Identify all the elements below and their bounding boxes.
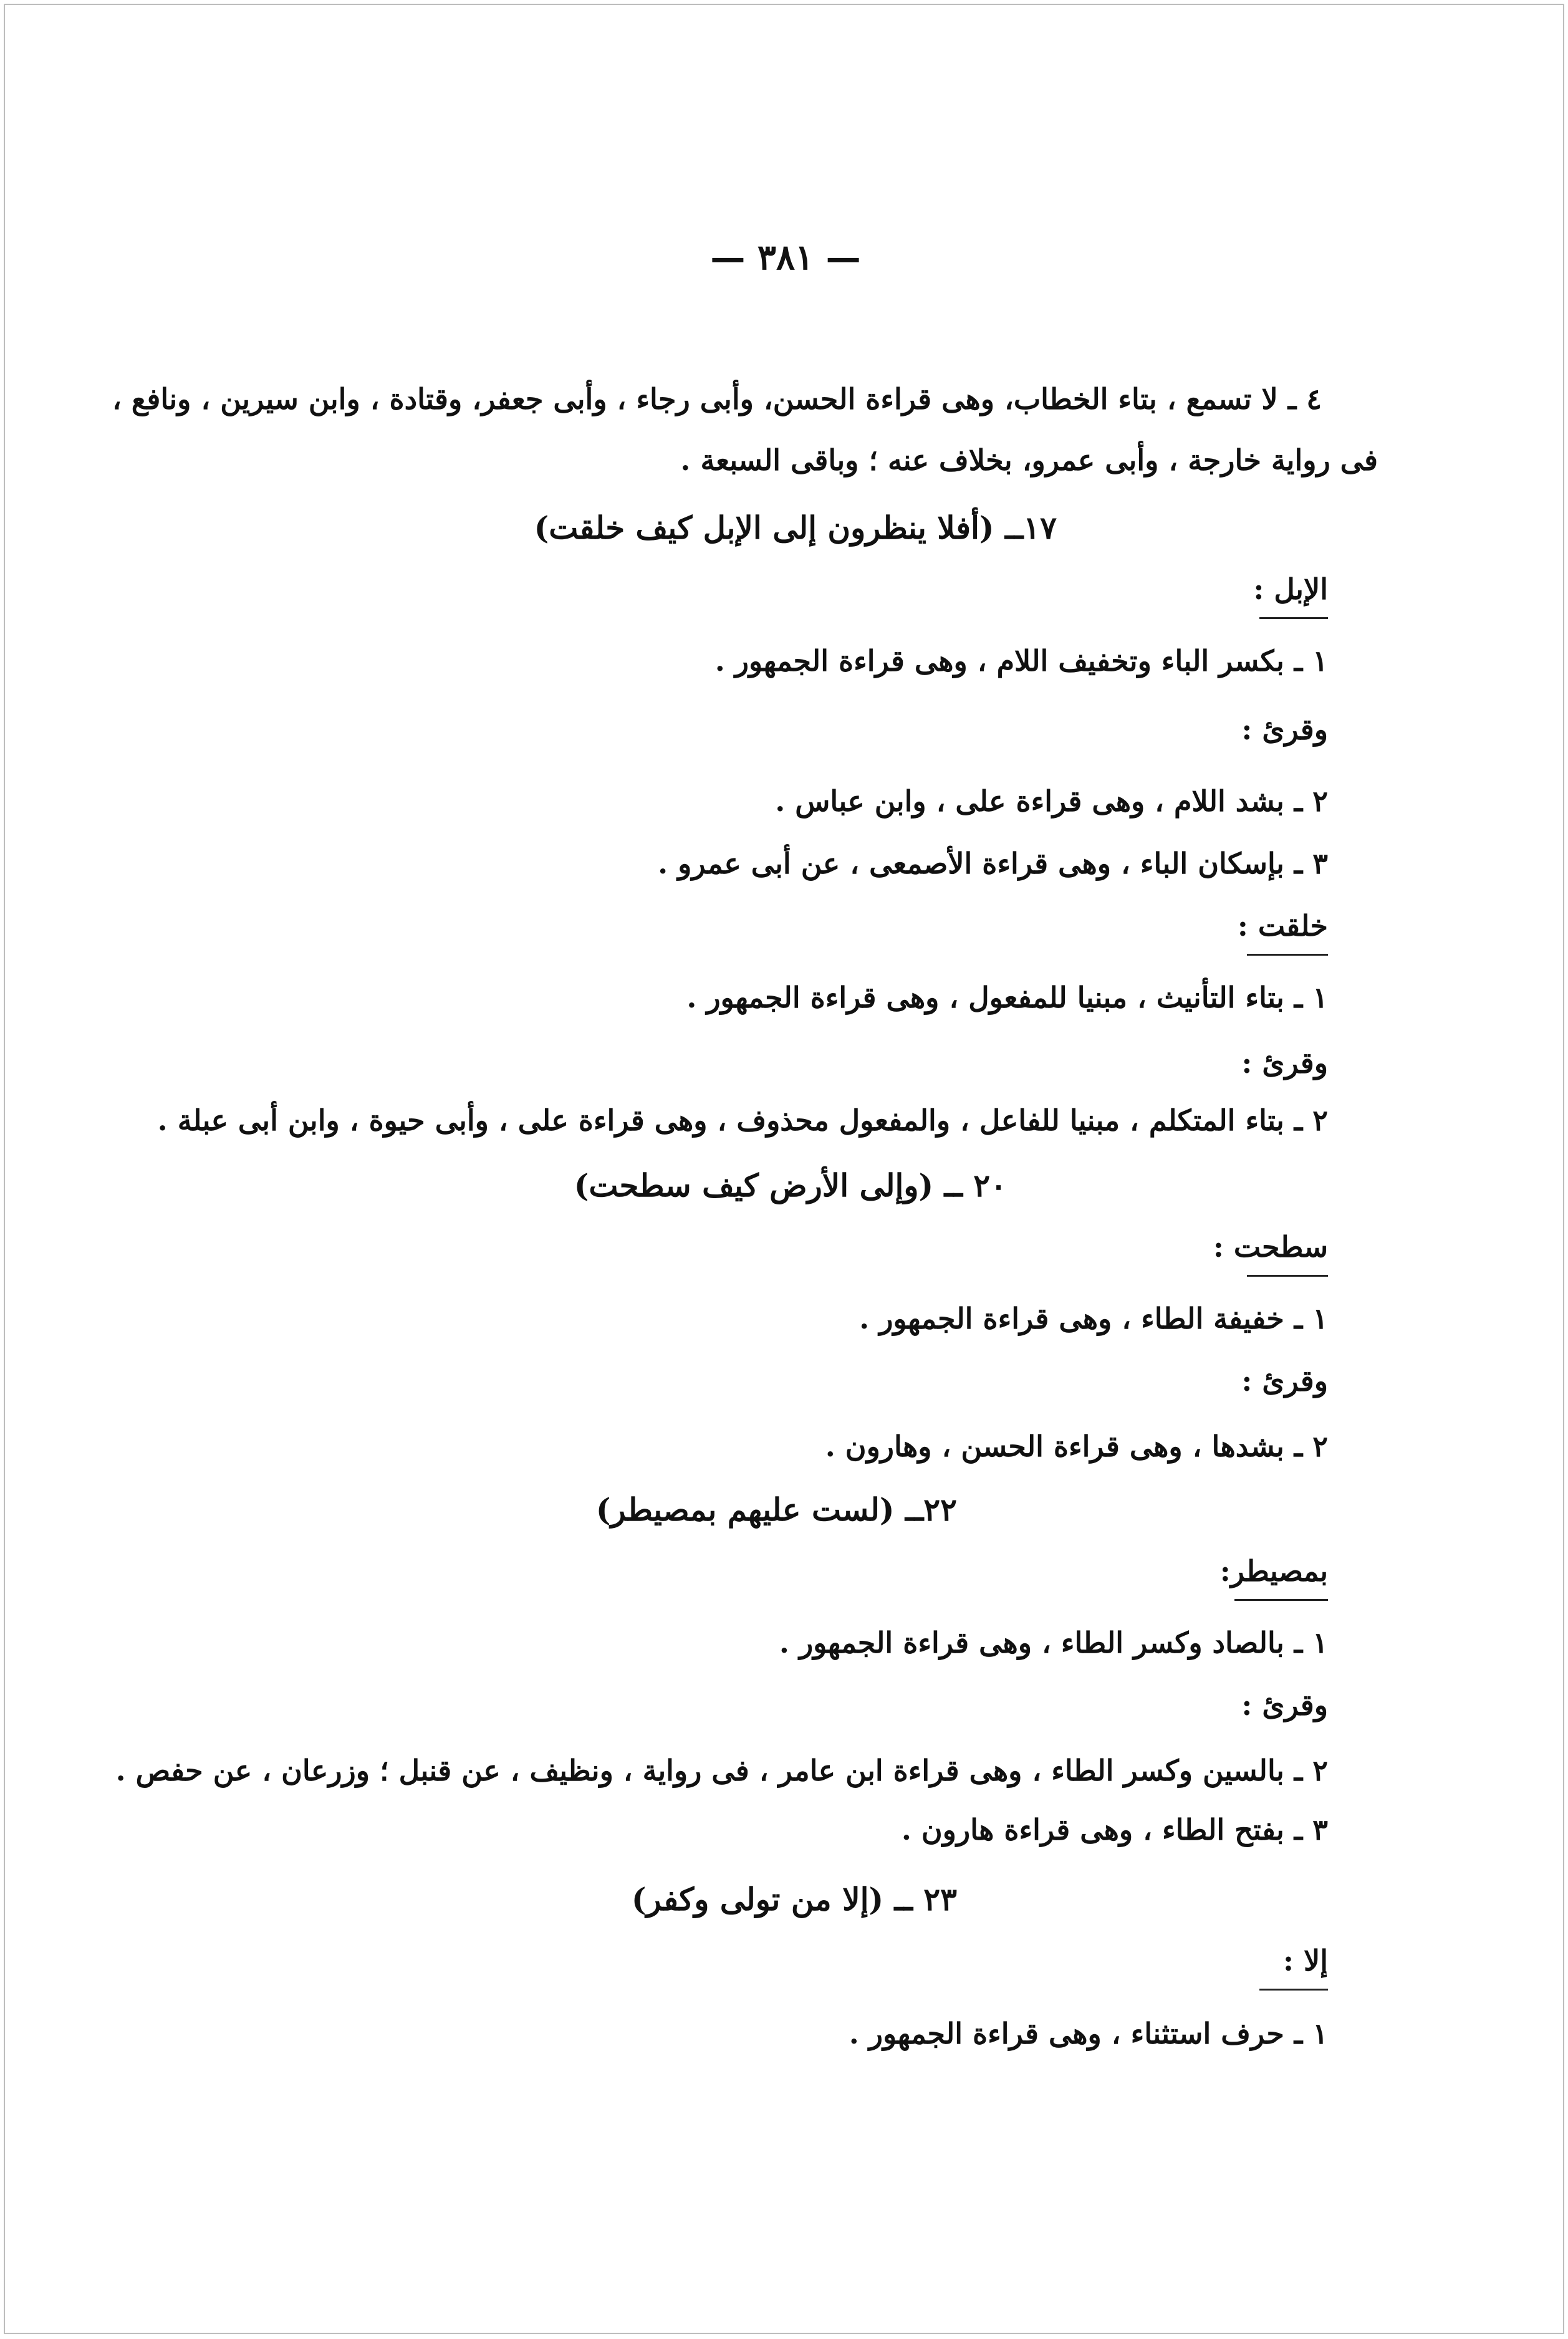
intro-line-2: فى رواية خارجة ، وأبى عمرو، بخلاف عنه ؛ وباقى السبعة . (680, 443, 1378, 477)
reading-item: ٣ ـ بإسكان الباء ، وهى قراءة الأصمعى ، عن أبى عمرو . (658, 847, 1328, 880)
verse-heading-17: ١٧ــ (أفلا ينظرون إلى الإبل كيف خلقت) (534, 509, 1057, 546)
word-label-sutihat: سطحت : (1213, 1230, 1328, 1264)
reading-item: ١ ـ خفيفة الطاء ، وهى قراءة الجمهور . (859, 1302, 1328, 1335)
reading-qurie-label: وقرئ : (1241, 1688, 1328, 1722)
word-underline (1247, 954, 1328, 956)
intro-line-1: ٤ ـ لا تسمع ، بتاء الخطاب، وهى قراءة الحسن، وأبى رجاء ، وأبى جعفر، وقتادة ، وابن سيرين ، ونافع ، (112, 382, 1322, 416)
reading-item: ١ ـ بكسر الباء وتخفيف اللام ، وهى قراءة الجمهور . (714, 644, 1328, 678)
verse-heading-23: ٢٣ ــ (إلا من تولى وكفر) (631, 1881, 957, 1918)
word-label-illa: إلا : (1282, 1944, 1328, 1977)
reading-item: ٢ ـ بالسين وكسر الطاء ، وهى قراءة ابن عامر ، فى رواية ، ونظيف ، عن قنبل ؛ وزرعان ، عن حفص . (115, 1754, 1328, 1787)
reading-item: ٢ ـ بشدها ، وهى قراءة الحسن ، وهارون . (825, 1429, 1328, 1463)
word-label-khuliqat: خلقت : (1237, 909, 1328, 943)
reading-qurie-label: وقرئ : (1241, 1364, 1328, 1398)
reading-item: ٣ ـ بفتح الطاء ، وهى قراءة هارون . (901, 1813, 1328, 1847)
reading-item: ٢ ـ بتاء المتكلم ، مبنيا للفاعل ، والمفعول محذوف ، وهى قراءة على ، وأبى حيوة ، وابن أبى عبلة . (157, 1103, 1328, 1137)
verse-heading-20: ٢٠ ــ (وإلى الأرض كيف سطحت) (574, 1167, 1007, 1204)
reading-item: ١ ـ بالصاد وكسر الطاء ، وهى قراءة الجمهور . (779, 1626, 1328, 1659)
reading-item: ١ ـ بتاء التأنيث ، مبنيا للمفعول ، وهى قراءة الجمهور . (686, 981, 1328, 1014)
word-underline (1234, 1599, 1328, 1601)
verse-heading-22: ٢٢ــ (لست عليهم بمصيطر) (595, 1491, 957, 1528)
reading-qurie-label: وقرئ : (1241, 1046, 1328, 1080)
page-number: — ٣٨١ — (710, 237, 861, 278)
reading-qurie-label: وقرئ : (1241, 713, 1328, 746)
reading-item: ٢ ـ بشد اللام ، وهى قراءة على ، وابن عباس . (775, 784, 1328, 818)
word-label-ibil: الإبل : (1253, 572, 1328, 606)
word-underline (1247, 1275, 1328, 1277)
word-underline (1259, 617, 1328, 619)
word-underline (1259, 1989, 1328, 1991)
word-label-musaytir: بمصيطر: (1219, 1554, 1328, 1588)
reading-item: ١ ـ حرف استثناء ، وهى قراءة الجمهور . (849, 2017, 1328, 2050)
